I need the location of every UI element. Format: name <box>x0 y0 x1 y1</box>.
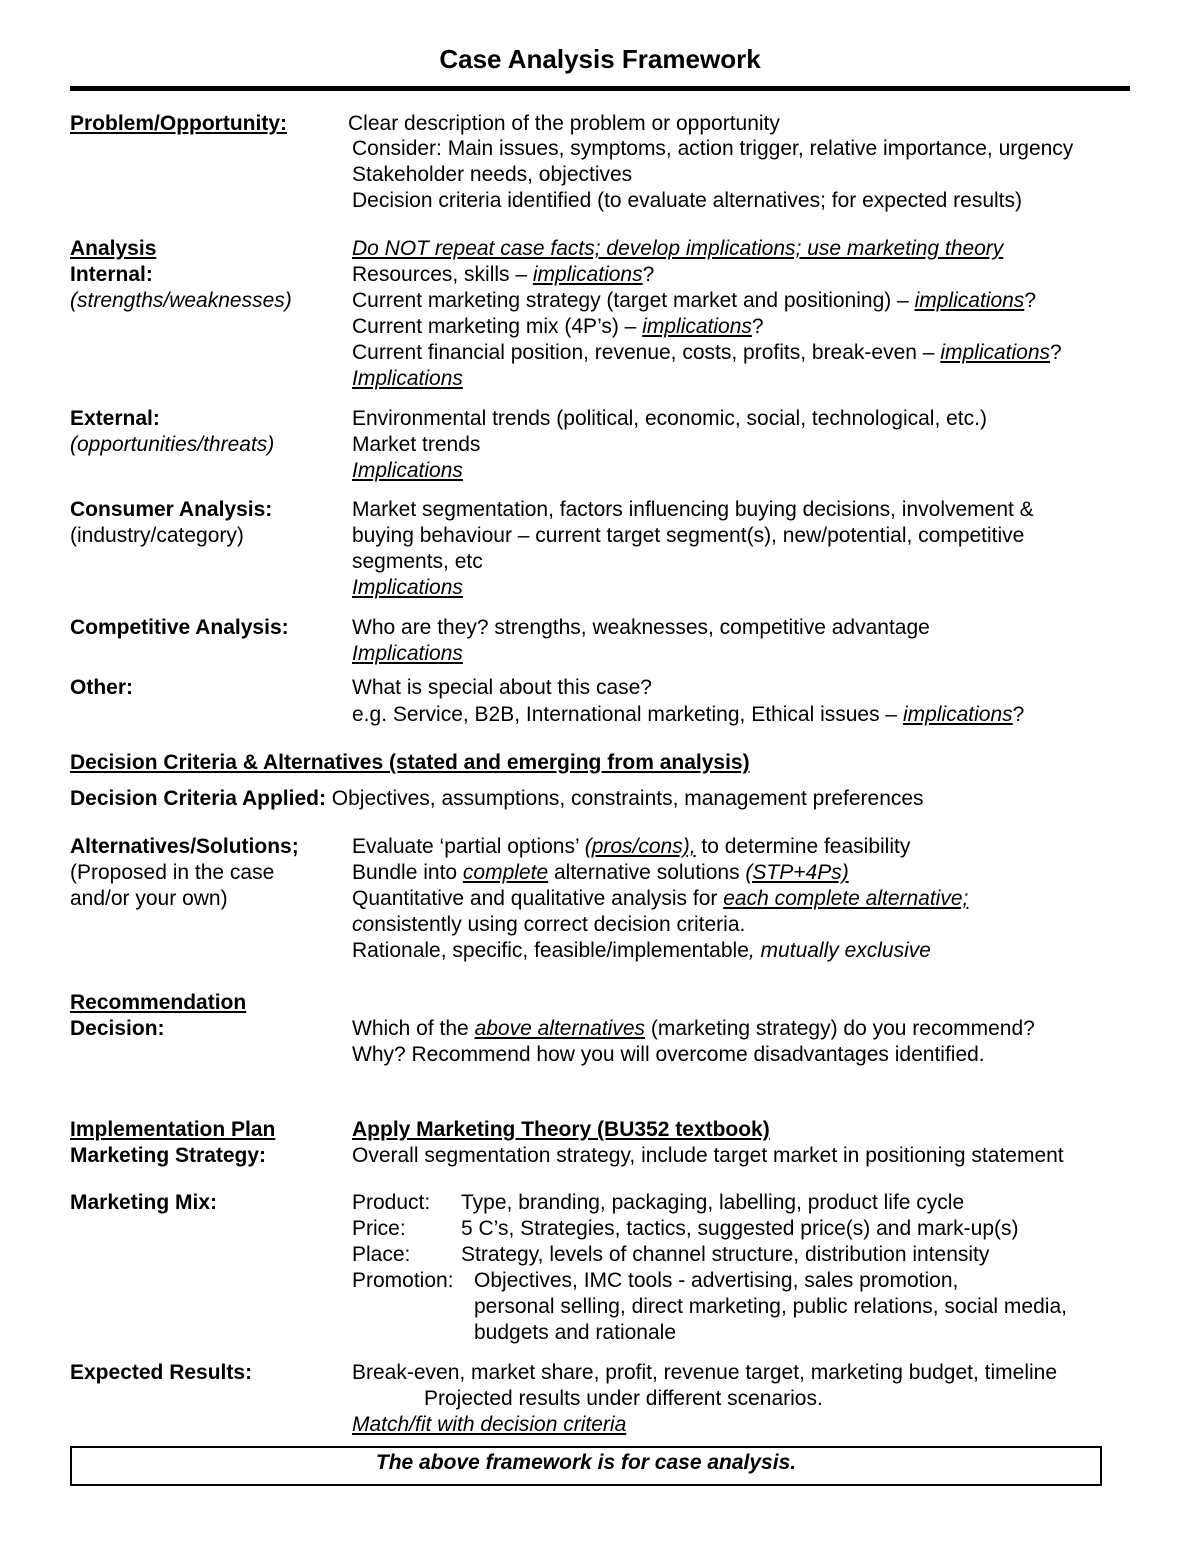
alternatives-sub: and/or your own) <box>70 887 228 910</box>
problem-line: Clear description of the problem or opportunity <box>348 112 780 135</box>
internal-label: Internal: <box>70 263 153 286</box>
problem-line: Stakeholder needs, objectives <box>352 163 633 186</box>
mix-key: Product: <box>352 1191 431 1214</box>
footer-note: The above framework is for case analysis. <box>375 1451 797 1474</box>
alternatives-line: consistently using correct decision criteria. <box>352 913 746 936</box>
decision-heading: Decision Criteria & Alternatives (stated and emerging from analysis) <box>70 751 750 774</box>
alternatives-line: Quantitative and qualitative analysis for each complete alternative; <box>352 887 969 910</box>
competitive-line: Who are they? strengths, weaknesses, competitive advantage <box>352 616 930 639</box>
strategy-text: Overall segmentation strategy, include target market in positioning statement <box>352 1144 1064 1167</box>
mix-value: Objectives, IMC tools - advertising, sales promotion, <box>474 1269 959 1292</box>
consumer-line: segments, etc <box>352 550 483 573</box>
footer-box <box>70 1446 1102 1486</box>
internal-sub: (strengths/weaknesses) <box>70 289 292 312</box>
problem-line: Decision criteria identified (to evaluate alternatives; for expected results) <box>352 189 1022 212</box>
results-label: Expected Results: <box>70 1361 253 1384</box>
consumer-line: buying behaviour – current target segment(s), new/potential, competitive <box>352 524 1025 547</box>
external-implications: Implications <box>352 459 463 482</box>
criteria-text: Objectives, assumptions, constraints, management preferences <box>325 787 924 810</box>
consumer-line: Market segmentation, factors influencing buying decisions, involvement & <box>352 498 1034 521</box>
recommendation-line: Why? Recommend how you will overcome disadvantages identified. <box>352 1043 985 1066</box>
mix-key: Promotion: <box>352 1269 454 1292</box>
strategy-label: Marketing Strategy: <box>70 1144 267 1167</box>
alternatives-line: Rationale, specific, feasible/implementable, mutually exclusive <box>352 939 931 962</box>
mix-key: Price: <box>352 1217 406 1240</box>
consumer-label: Consumer Analysis: <box>70 498 273 521</box>
analysis-intro: Do NOT repeat case facts; develop implications; use marketing theory <box>352 237 1004 260</box>
document-title: Case Analysis Framework <box>439 44 761 74</box>
mix-value: budgets and rationale <box>474 1321 676 1344</box>
internal-implications: Implications <box>352 367 463 390</box>
analysis-heading: Analysis <box>70 237 157 260</box>
consumer-implications: Implications <box>352 576 463 599</box>
internal-line: Current financial position, revenue, costs, profits, break-even – implications? <box>352 341 1062 364</box>
external-line: Market trends <box>352 433 481 456</box>
problem-line: Consider: Main issues, symptoms, action trigger, relative importance, urgency <box>352 137 1074 160</box>
alternatives-label: Alternatives/Solutions; <box>70 835 299 858</box>
document-page <box>70 0 1130 1553</box>
internal-line: Resources, skills – implications? <box>352 263 655 286</box>
alternatives-line: Evaluate ‘partial options’ (pros/cons), to determine feasibility <box>352 835 911 858</box>
problem-heading: Problem/Opportunity: <box>70 112 287 135</box>
results-line: Match/fit with decision criteria <box>352 1413 627 1436</box>
mix-value: Strategy, levels of channel structure, distribution intensity <box>461 1243 990 1266</box>
results-line: Break-even, market share, profit, revenue target, marketing budget, timeline <box>352 1361 1058 1384</box>
recommendation-line: Which of the above alternatives (marketing strategy) do you recommend? <box>352 1017 1035 1040</box>
criteria-label: Decision Criteria Applied: <box>70 787 326 810</box>
competitive-label: Competitive Analysis: <box>70 616 289 639</box>
recommendation-heading: Recommendation <box>70 991 247 1014</box>
mix-value: Type, branding, packaging, labelling, product life cycle <box>461 1191 965 1214</box>
other-line: e.g. Service, B2B, International marketing, Ethical issues – implications? <box>352 703 1025 726</box>
other-line: What is special about this case? <box>352 676 652 699</box>
title-rule <box>70 86 1130 91</box>
external-label: External: <box>70 407 160 430</box>
mix-label: Marketing Mix: <box>70 1191 218 1214</box>
alternatives-line: Bundle into complete alternative solutions (STP+4Ps) <box>352 861 849 884</box>
competitive-implications: Implications <box>352 642 463 665</box>
external-sub: (opportunities/threats) <box>70 433 275 456</box>
decision-label: Decision: <box>70 1017 165 1040</box>
mix-value: 5 C’s, Strategies, tactics, suggested price(s) and mark-up(s) <box>461 1217 1019 1240</box>
alternatives-sub: (Proposed in the case <box>70 861 275 884</box>
criteria-row <box>70 786 924 812</box>
mix-value: personal selling, direct marketing, public relations, social media, <box>474 1295 1067 1318</box>
results-line: Projected results under different scenarios. <box>424 1387 823 1410</box>
theory-heading: Apply Marketing Theory (BU352 textbook) <box>352 1118 770 1141</box>
external-line: Environmental trends (political, economic, social, technological, etc.) <box>352 407 987 430</box>
mix-key: Place: <box>352 1243 411 1266</box>
internal-line: Current marketing strategy (target market and positioning) – implications? <box>352 289 1036 312</box>
other-label: Other: <box>70 676 133 699</box>
implementation-heading: Implementation Plan <box>70 1118 276 1141</box>
consumer-sub: (industry/category) <box>70 524 244 547</box>
internal-line: Current marketing mix (4P’s) – implications? <box>352 315 764 338</box>
